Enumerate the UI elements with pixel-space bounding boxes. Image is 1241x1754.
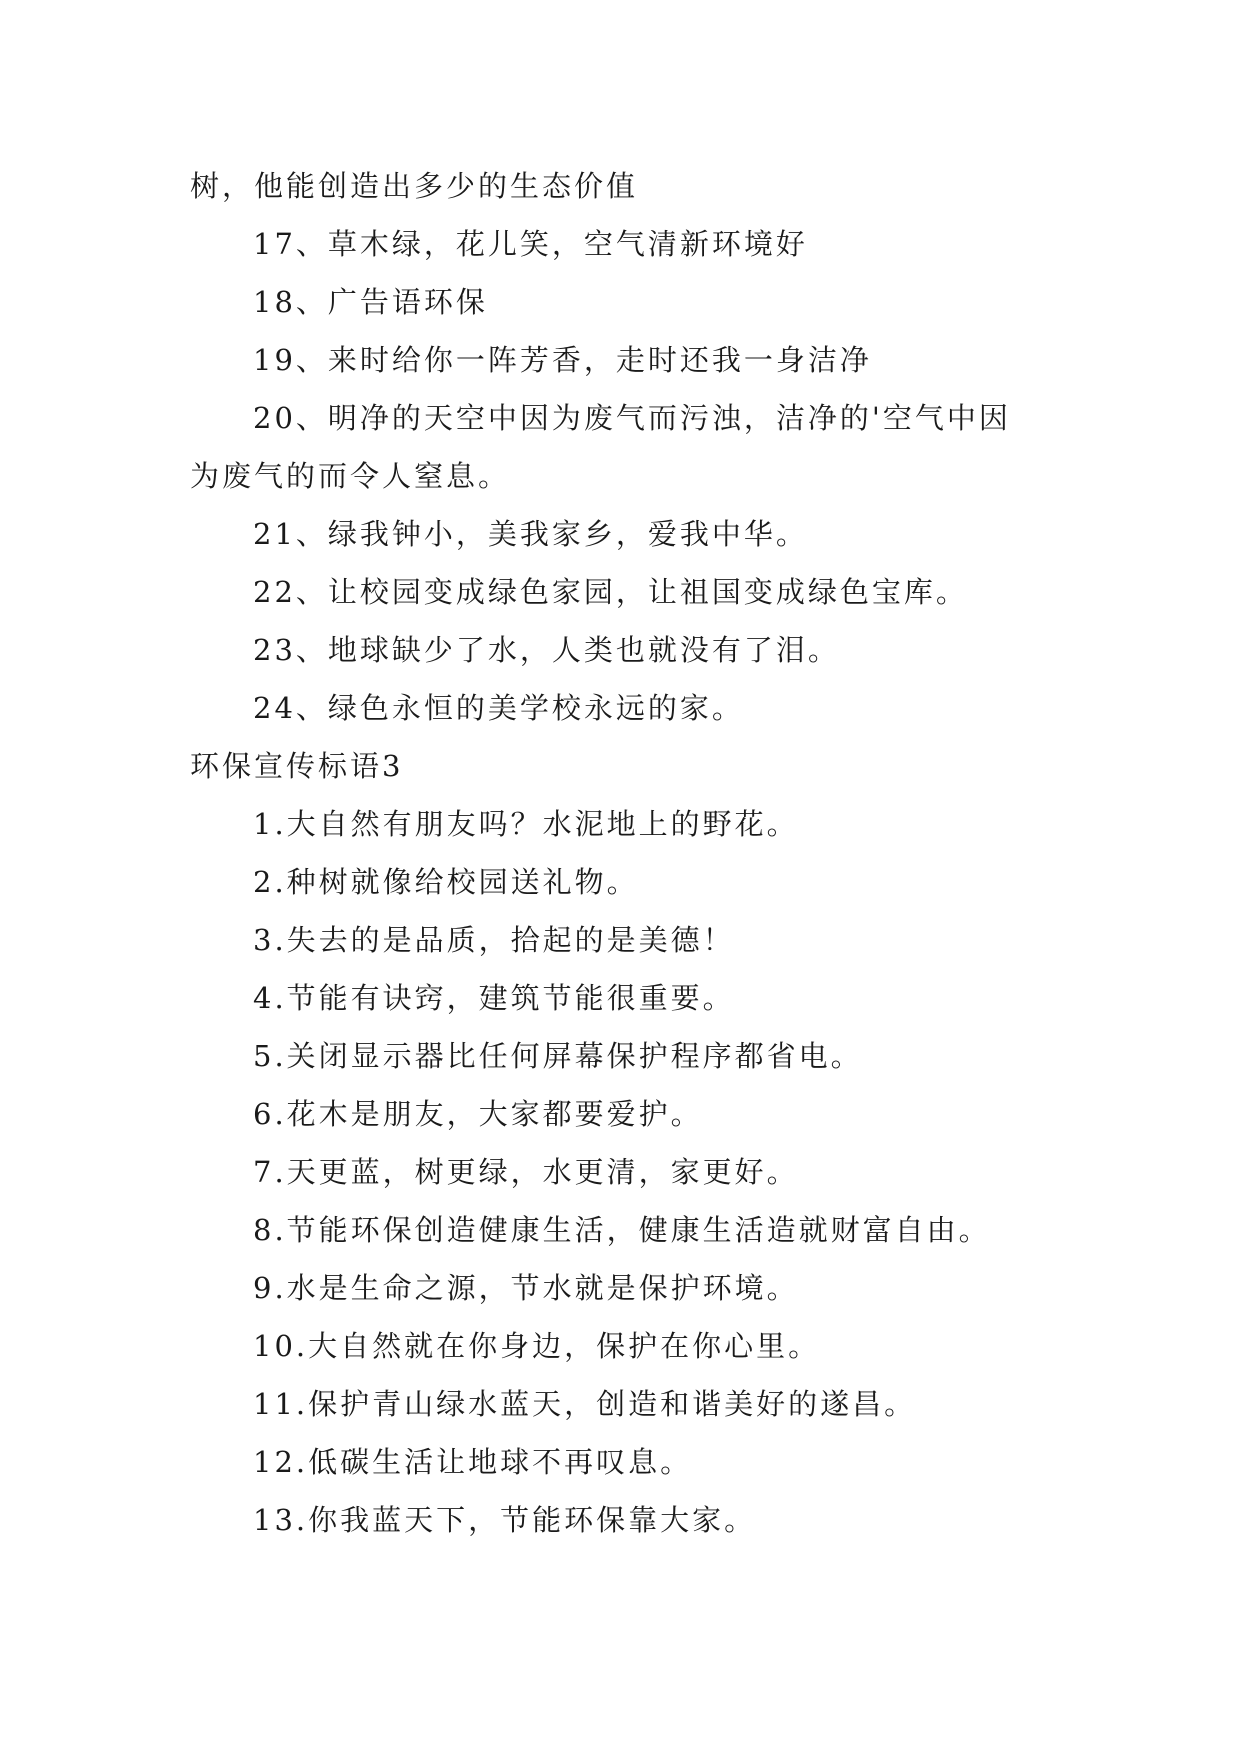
text-line: 6.花木是朋友，大家都要爱护。 [253, 1097, 703, 1131]
text-line: 21、绿我钟小，美我家乡，爱我中华。 [253, 517, 808, 551]
text-line: 3.失去的是品质，拾起的是美德！ [253, 923, 735, 957]
text-line: 5.关闭显示器比任何屏幕保护程序都省电。 [253, 1039, 863, 1073]
text-line: 12.低碳生活让地球不再叹息。 [253, 1445, 693, 1479]
text-line: 7.天更蓝，树更绿，水更清，家更好。 [253, 1155, 799, 1189]
text-line: 18、广告语环保 [253, 285, 488, 319]
text-line: 24、绿色永恒的美学校永远的家。 [253, 691, 744, 725]
text-line: 19、来时给你一阵芳香，走时还我一身洁净 [253, 343, 872, 377]
text-line: 1.大自然有朋友吗？水泥地上的野花。 [253, 807, 799, 841]
text-line: 10.大自然就在你身边，保护在你心里。 [253, 1329, 821, 1363]
text-line: 13.你我蓝天下，节能环保靠大家。 [253, 1503, 757, 1537]
text-line: 2.种树就像给校园送礼物。 [253, 865, 639, 899]
text-line: 20、明净的天空中因为废气而污浊，洁净的'空气中因 [253, 401, 1011, 435]
text-line: 8.节能环保创造健康生活，健康生活造就财富自由。 [253, 1213, 991, 1247]
text-line: 9.水是生命之源，节水就是保护环境。 [253, 1271, 799, 1305]
text-line: 17、草木绿，花儿笑，空气清新环境好 [253, 227, 808, 261]
text-line: 11.保护青山绿水蓝天，创造和谐美好的遂昌。 [253, 1387, 917, 1421]
text-line: 为废气的而令人窒息。 [190, 459, 511, 493]
section-heading: 环保宣传标语3 [190, 749, 404, 783]
text-line: 树，他能创造出多少的生态价值 [190, 169, 639, 203]
text-line: 4.节能有诀窍，建筑节能很重要。 [253, 981, 735, 1015]
text-line: 23、地球缺少了水，人类也就没有了泪。 [253, 633, 840, 667]
text-line: 22、让校园变成绿色家园，让祖国变成绿色宝库。 [253, 575, 968, 609]
